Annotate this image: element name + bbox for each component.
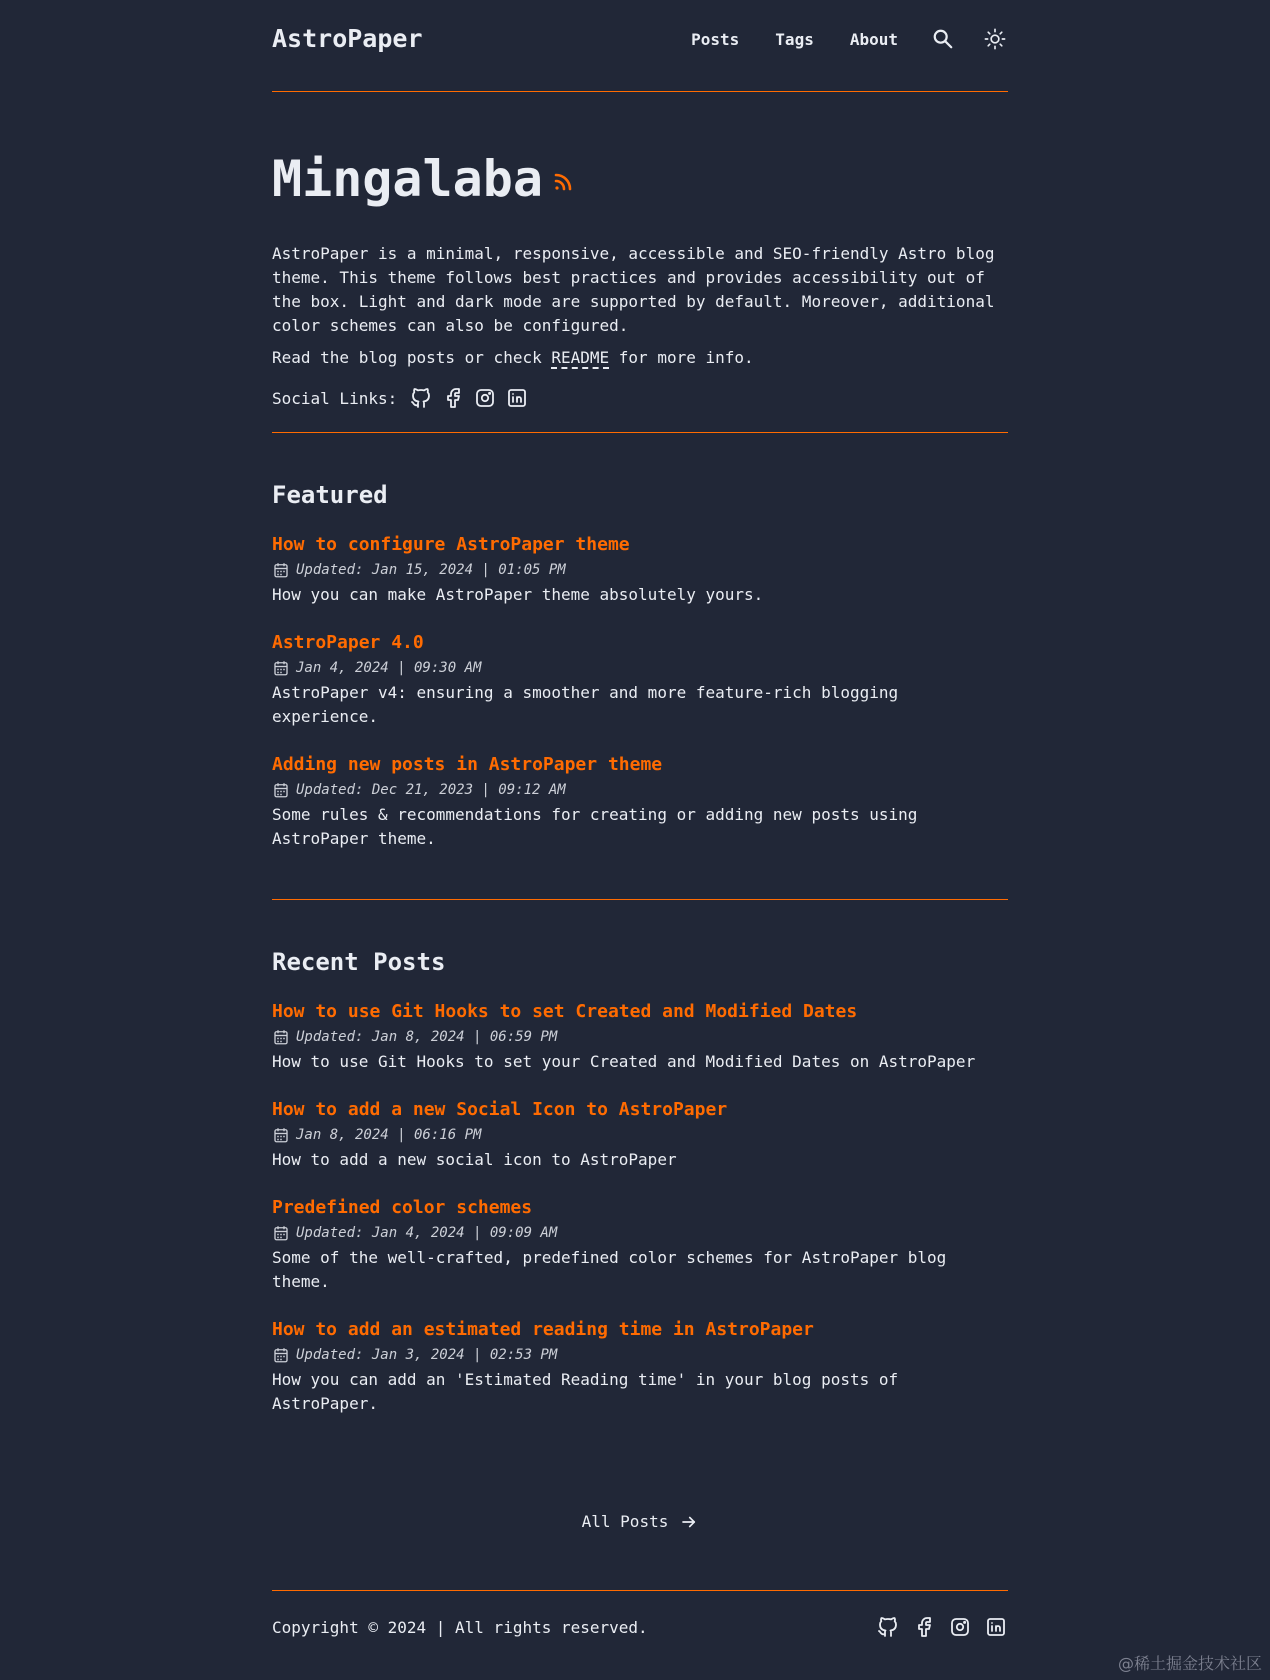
calendar-icon xyxy=(272,1346,290,1364)
footer-social-icons xyxy=(864,1615,1008,1639)
post-description: How you can add an 'Estimated Reading time' in your blog posts of AstroPaper. xyxy=(272,1370,899,1413)
social-label: Social Links: xyxy=(272,388,398,408)
linkedin-icon xyxy=(505,386,529,410)
post-title-link[interactable]: How to add a new Social Icon to AstroPaper xyxy=(272,1099,728,1120)
post-item xyxy=(272,533,1008,607)
github-link[interactable] xyxy=(409,386,433,410)
social-links xyxy=(272,386,1008,433)
post-title-link[interactable]: How to use Git Hooks to set Created and Modified Dates xyxy=(272,1001,858,1022)
read-more-line xyxy=(272,346,1008,370)
read-suffix: for more info. xyxy=(609,348,754,367)
post-title-link[interactable]: How to add an estimated reading time in AstroPaper xyxy=(272,1319,814,1340)
footer-facebook-link[interactable] xyxy=(912,1615,936,1639)
post-date-text: Updated: Dec 21, 2023 | 09:12 AM xyxy=(296,782,566,798)
post-title-link[interactable]: How to configure AstroPaper theme xyxy=(272,534,630,555)
all-posts-label: All Posts xyxy=(581,1512,669,1531)
post-date xyxy=(272,559,1008,581)
search-button[interactable] xyxy=(930,26,956,52)
post-date-text: Updated: Jan 15, 2024 | 01:05 PM xyxy=(296,562,566,578)
post-item xyxy=(272,1000,1008,1074)
post-item xyxy=(272,1098,1008,1172)
facebook-icon xyxy=(912,1615,936,1639)
calendar-icon xyxy=(272,1224,290,1242)
hero-title-row xyxy=(272,150,1008,208)
nav-posts[interactable]: Posts xyxy=(691,29,740,49)
facebook-icon xyxy=(441,386,465,410)
github-icon xyxy=(876,1615,900,1639)
post-description: Some of the well-crafted, predefined color schemes for AstroPaper blog theme. xyxy=(272,1248,947,1291)
post-date-text: Updated: Jan 4, 2024 | 09:09 AM xyxy=(296,1225,558,1241)
nav-about[interactable]: About xyxy=(849,29,898,49)
post-title-link[interactable]: Adding new posts in AstroPaper theme xyxy=(272,754,663,775)
post-date xyxy=(272,1124,1008,1146)
sun-icon xyxy=(984,28,1006,50)
nav-tags[interactable]: Tags xyxy=(775,29,814,49)
footer-github-link[interactable] xyxy=(876,1615,900,1639)
post-description: How to use Git Hooks to set your Created and Modified Dates on AstroPaper xyxy=(272,1052,976,1071)
post-date-text: Updated: Jan 3, 2024 | 02:53 PM xyxy=(296,1347,558,1363)
linkedin-icon xyxy=(984,1615,1008,1639)
post-description: Some rules & recommendations for creating or adding new posts using AstroPaper theme. xyxy=(272,805,918,848)
site-logo[interactable]: AstroPaper xyxy=(272,24,423,53)
post-item xyxy=(272,1196,1008,1294)
all-posts-row xyxy=(272,1512,1008,1531)
rss-feed-link[interactable] xyxy=(551,152,575,202)
post-date xyxy=(272,1222,1008,1244)
post-date-text: Jan 8, 2024 | 06:16 PM xyxy=(296,1127,482,1143)
post-description: How to add a new social icon to AstroPaper xyxy=(272,1150,677,1169)
instagram-icon xyxy=(948,1615,972,1639)
arrow-right-icon xyxy=(680,1513,698,1531)
intro-paragraph: AstroPaper is a minimal, responsive, accessible and SEO-friendly Astro blog theme. This theme follows best practices and provides accessibility out of the box. Light and dark mode are supported by default. Moreover, additional color schemes can also be configured. xyxy=(272,244,995,335)
all-posts-link[interactable] xyxy=(582,1512,699,1531)
footer-instagram-link[interactable] xyxy=(948,1615,972,1639)
search-icon xyxy=(932,28,954,50)
post-date-text: Jan 4, 2024 | 09:30 AM xyxy=(296,660,482,676)
post-item xyxy=(272,753,1008,851)
calendar-icon xyxy=(272,1126,290,1144)
featured-section xyxy=(272,433,1008,900)
readme-link[interactable]: README xyxy=(551,348,610,367)
post-description: How you can make AstroPaper theme absolutely yours. xyxy=(272,585,764,604)
post-title-link[interactable]: AstroPaper 4.0 xyxy=(272,632,424,653)
hero-section xyxy=(272,92,1008,433)
instagram-link[interactable] xyxy=(473,386,497,410)
linkedin-link[interactable] xyxy=(505,386,529,410)
theme-toggle-button[interactable] xyxy=(982,26,1008,52)
recent-section xyxy=(272,900,1008,1464)
calendar-icon xyxy=(272,1028,290,1046)
post-date xyxy=(272,779,1008,801)
featured-heading: Featured xyxy=(272,481,388,509)
read-prefix: Read the blog posts or check xyxy=(272,348,552,367)
hero-title: Mingalaba xyxy=(272,150,543,208)
post-date xyxy=(272,657,1008,679)
site-footer xyxy=(272,1590,1008,1639)
watermark: @稀土掘金技术社区 xyxy=(1117,1654,1262,1673)
calendar-icon xyxy=(272,781,290,799)
post-item xyxy=(272,1318,1008,1416)
recent-heading: Recent Posts xyxy=(272,948,446,976)
post-date xyxy=(272,1026,1008,1048)
post-description: AstroPaper v4: ensuring a smoother and more feature-rich blogging experience. xyxy=(272,683,899,726)
intro-text xyxy=(272,242,1008,370)
copyright-text: Copyright © 2024 | All rights reserved. xyxy=(272,1617,648,1637)
github-icon xyxy=(409,386,433,410)
post-date xyxy=(272,1344,1008,1366)
site-header xyxy=(272,0,1008,92)
page-container xyxy=(272,0,1008,1531)
post-title-link[interactable]: Predefined color schemes xyxy=(272,1197,533,1218)
rss-icon xyxy=(551,170,575,194)
calendar-icon xyxy=(272,561,290,579)
post-item xyxy=(272,631,1008,729)
calendar-icon xyxy=(272,659,290,677)
footer-linkedin-link[interactable] xyxy=(984,1615,1008,1639)
post-date-text: Updated: Jan 8, 2024 | 06:59 PM xyxy=(296,1029,558,1045)
social-icons xyxy=(409,386,537,410)
main-nav xyxy=(655,26,1008,52)
facebook-link[interactable] xyxy=(441,386,465,410)
instagram-icon xyxy=(473,386,497,410)
